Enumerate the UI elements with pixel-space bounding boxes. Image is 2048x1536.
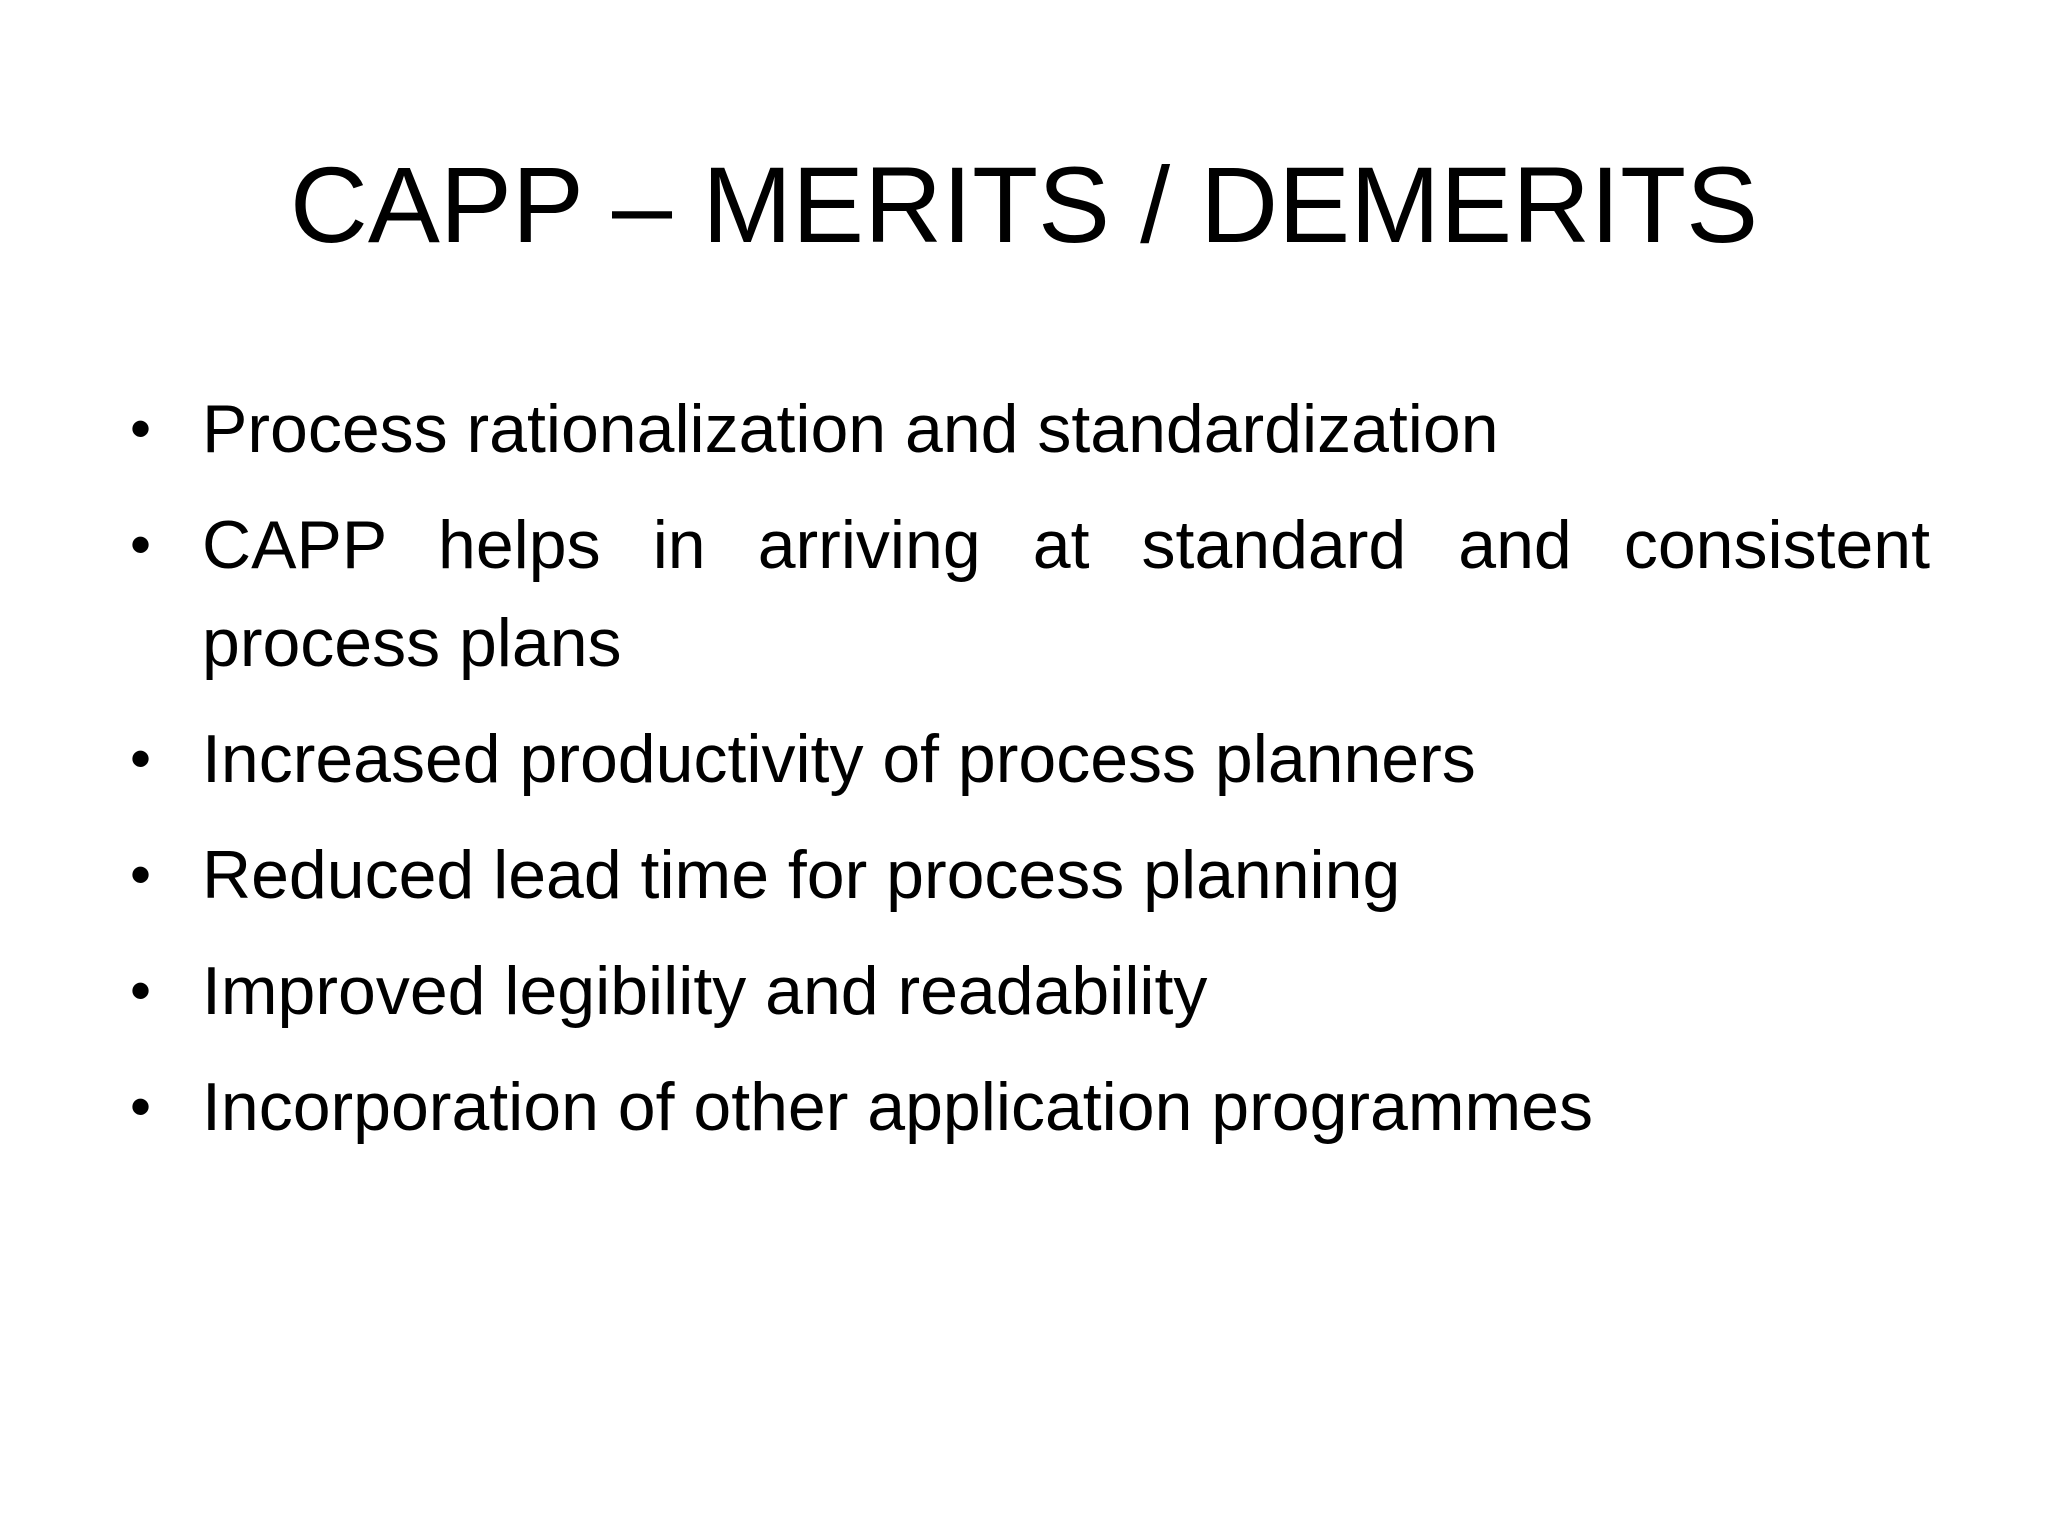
bullet-icon: • (130, 1073, 152, 1140)
slide-title: CAPP – MERITS / DEMERITS (289, 144, 1759, 265)
bullet-icon: • (130, 725, 152, 792)
list-item-text: Process rationalization and standardization (202, 391, 1499, 467)
list-item-text: CAPP helps in arriving at standard and consistent process plans (202, 507, 1930, 681)
list-item (130, 380, 1930, 478)
list-item-text: Incorporation of other application programmes (202, 1069, 1593, 1145)
list-item-text: Reduced lead time for process planning (202, 837, 1401, 913)
bullet-icon: • (130, 957, 152, 1024)
list-item-text: Increased productivity of process planners (202, 721, 1476, 797)
bullet-list (130, 380, 1930, 1174)
list-item (130, 1058, 1930, 1156)
list-item (130, 942, 1930, 1040)
list-item (130, 496, 1930, 692)
list-item (130, 710, 1930, 808)
bullet-icon: • (130, 511, 152, 578)
list-item (130, 826, 1930, 924)
bullet-icon: • (130, 841, 152, 908)
bullet-icon: • (130, 395, 152, 462)
list-item-text: Improved legibility and readability (202, 953, 1208, 1029)
